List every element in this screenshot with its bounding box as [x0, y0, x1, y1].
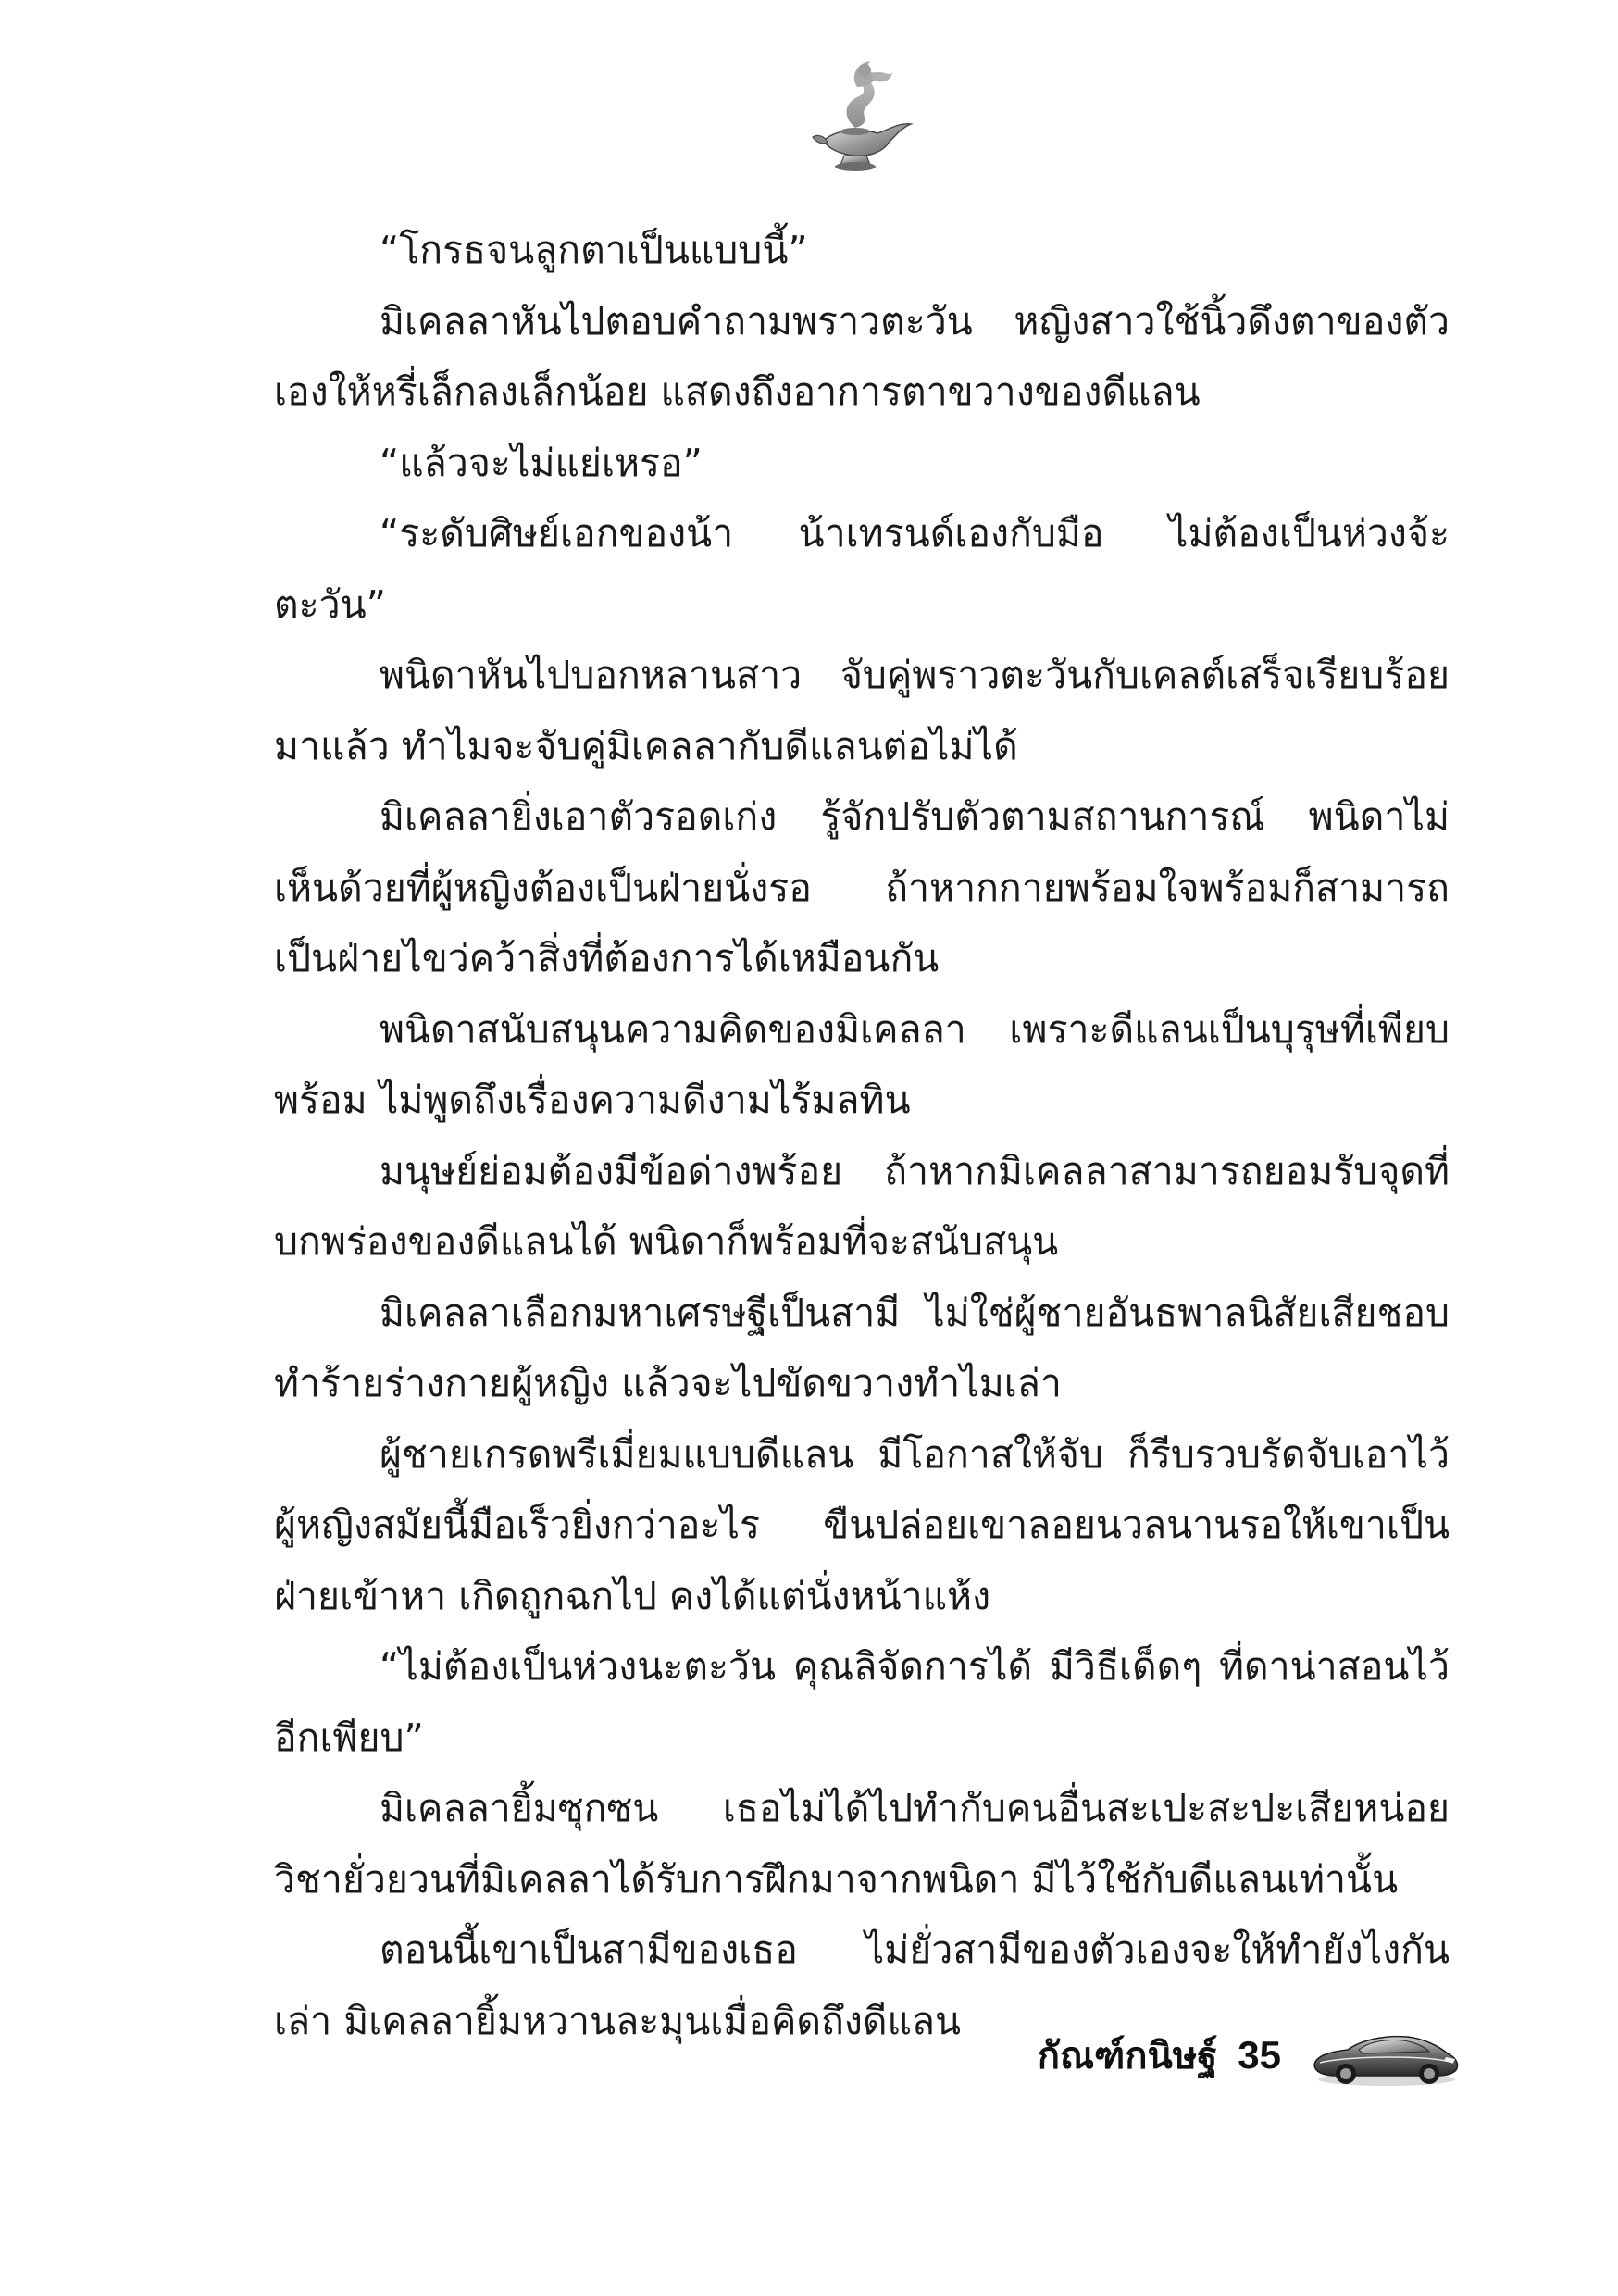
paragraph: มิเคลลาหันไปตอบคำถามพราวตะวัน หญิงสาวใช้นิ้วดึงตาของตัวเองให้หรี่เล็กลงเล็กน้อย แสดงถึงอาการตาขวางของดีแลน	[274, 298, 1450, 414]
paragraph: มนุษย์ย่อมต้องมีข้อด่างพร้อย ถ้าหากมิเคลลาสามารถยอมรับจุดที่บกพร่องของดีแลนได้ พนิดาก็พร้อมที่จะสนับสนุน	[274, 1148, 1450, 1264]
paragraph: พนิดาหันไปบอกหลานสาว จับคู่พราวตะวันกับเคลต์เสร็จเรียบร้อยมาแล้ว ทำไมจะจับคู่มิเคลลากับดีแลนต่อไม่ได้	[274, 653, 1450, 768]
body-text	[274, 215, 1450, 2056]
paragraph: มิเคลลายิ้มซุกซน เธอไม่ได้ไปทำกับคนอื่นสะเปะสะปะเสียหน่อยวิชายั่วยวนที่มิเคลลาได้รับการฝึกมาจากพนิดา มีไว้ใช้กับดีแลนเท่านั้น	[274, 1786, 1450, 1902]
paragraph: ผู้ชายเกรดพรีเมี่ยมแบบดีแลน มีโอกาสให้จับ ก็รีบรวบรัดจับเอาไว้ ผู้หญิงสมัยนี้มือเร็วยิ่งกว่าอะไร ขืนปล่อยเขาลอยนวลนานรอให้เขาเป็นฝ่ายเข้าหา เกิดถูกฉกไป คงได้แต่นั่งหน้าแห้ง	[274, 1431, 1450, 1618]
paragraph: มิเคลลาเลือกมหาเศรษฐีเป็นสามี ไม่ใช่ผู้ชายอันธพาลนิสัยเสียชอบทำร้ายร่างกายผู้หญิง แล้วจะไปขัดขวางทำไมเล่า	[274, 1290, 1450, 1405]
paragraph: ตอนนี้เขาเป็นสามีของเธอ ไม่ยั่วสามีของตัวเองจะให้ทำยังไงกันเล่า มิเคลลายิ้มหวานละมุนเมื่อคิดถึงดีแลน	[274, 1928, 1450, 2043]
paragraph: “ไม่ต้องเป็นห่วงนะตะวัน คุณลิจัดการได้ มีวิธีเด็ดๆ ที่ดาน่าสอนไว้อีกเพียบ”	[274, 1644, 1450, 1760]
paragraph: มิเคลลายิ่งเอาตัวรอดเก่ง รู้จักปรับตัวตามสถานการณ์ พนิดาไม่เห็นด้วยที่ผู้หญิงต้องเป็นฝ่ายนั่งรอ ถ้าหากกายพร้อมใจพร้อมก็สามารถเป็นฝ่ายไขว่คว้าสิ่งที่ต้องการได้เหมือนกัน	[274, 794, 1450, 980]
paragraph: “แล้วจะไม่แย่เหรอ”	[380, 440, 703, 485]
genie-lamp-icon	[803, 56, 918, 176]
page-number: 35	[1238, 2033, 1281, 2077]
book-title: กัณฑ์กนิษฐ์	[1037, 2035, 1218, 2078]
page-footer	[1038, 2018, 1462, 2092]
paragraph: “โกรธจนลูกตาเป็นแบบนี้”	[380, 228, 808, 272]
paragraph: พนิดาสนับสนุนความคิดของมิเคลลา เพราะดีแลนเป็นบุรุษที่เพียบพร้อม ไม่พูดถึงเรื่องความดีงามไร้มลทิน	[274, 1006, 1450, 1122]
paragraph: “ระดับศิษย์เอกของน้า น้าเทรนด์เองกับมือ ไม่ต้องเป็นห่วงจ้ะตะวัน”	[274, 511, 1450, 627]
sports-car-icon	[1307, 2022, 1462, 2089]
